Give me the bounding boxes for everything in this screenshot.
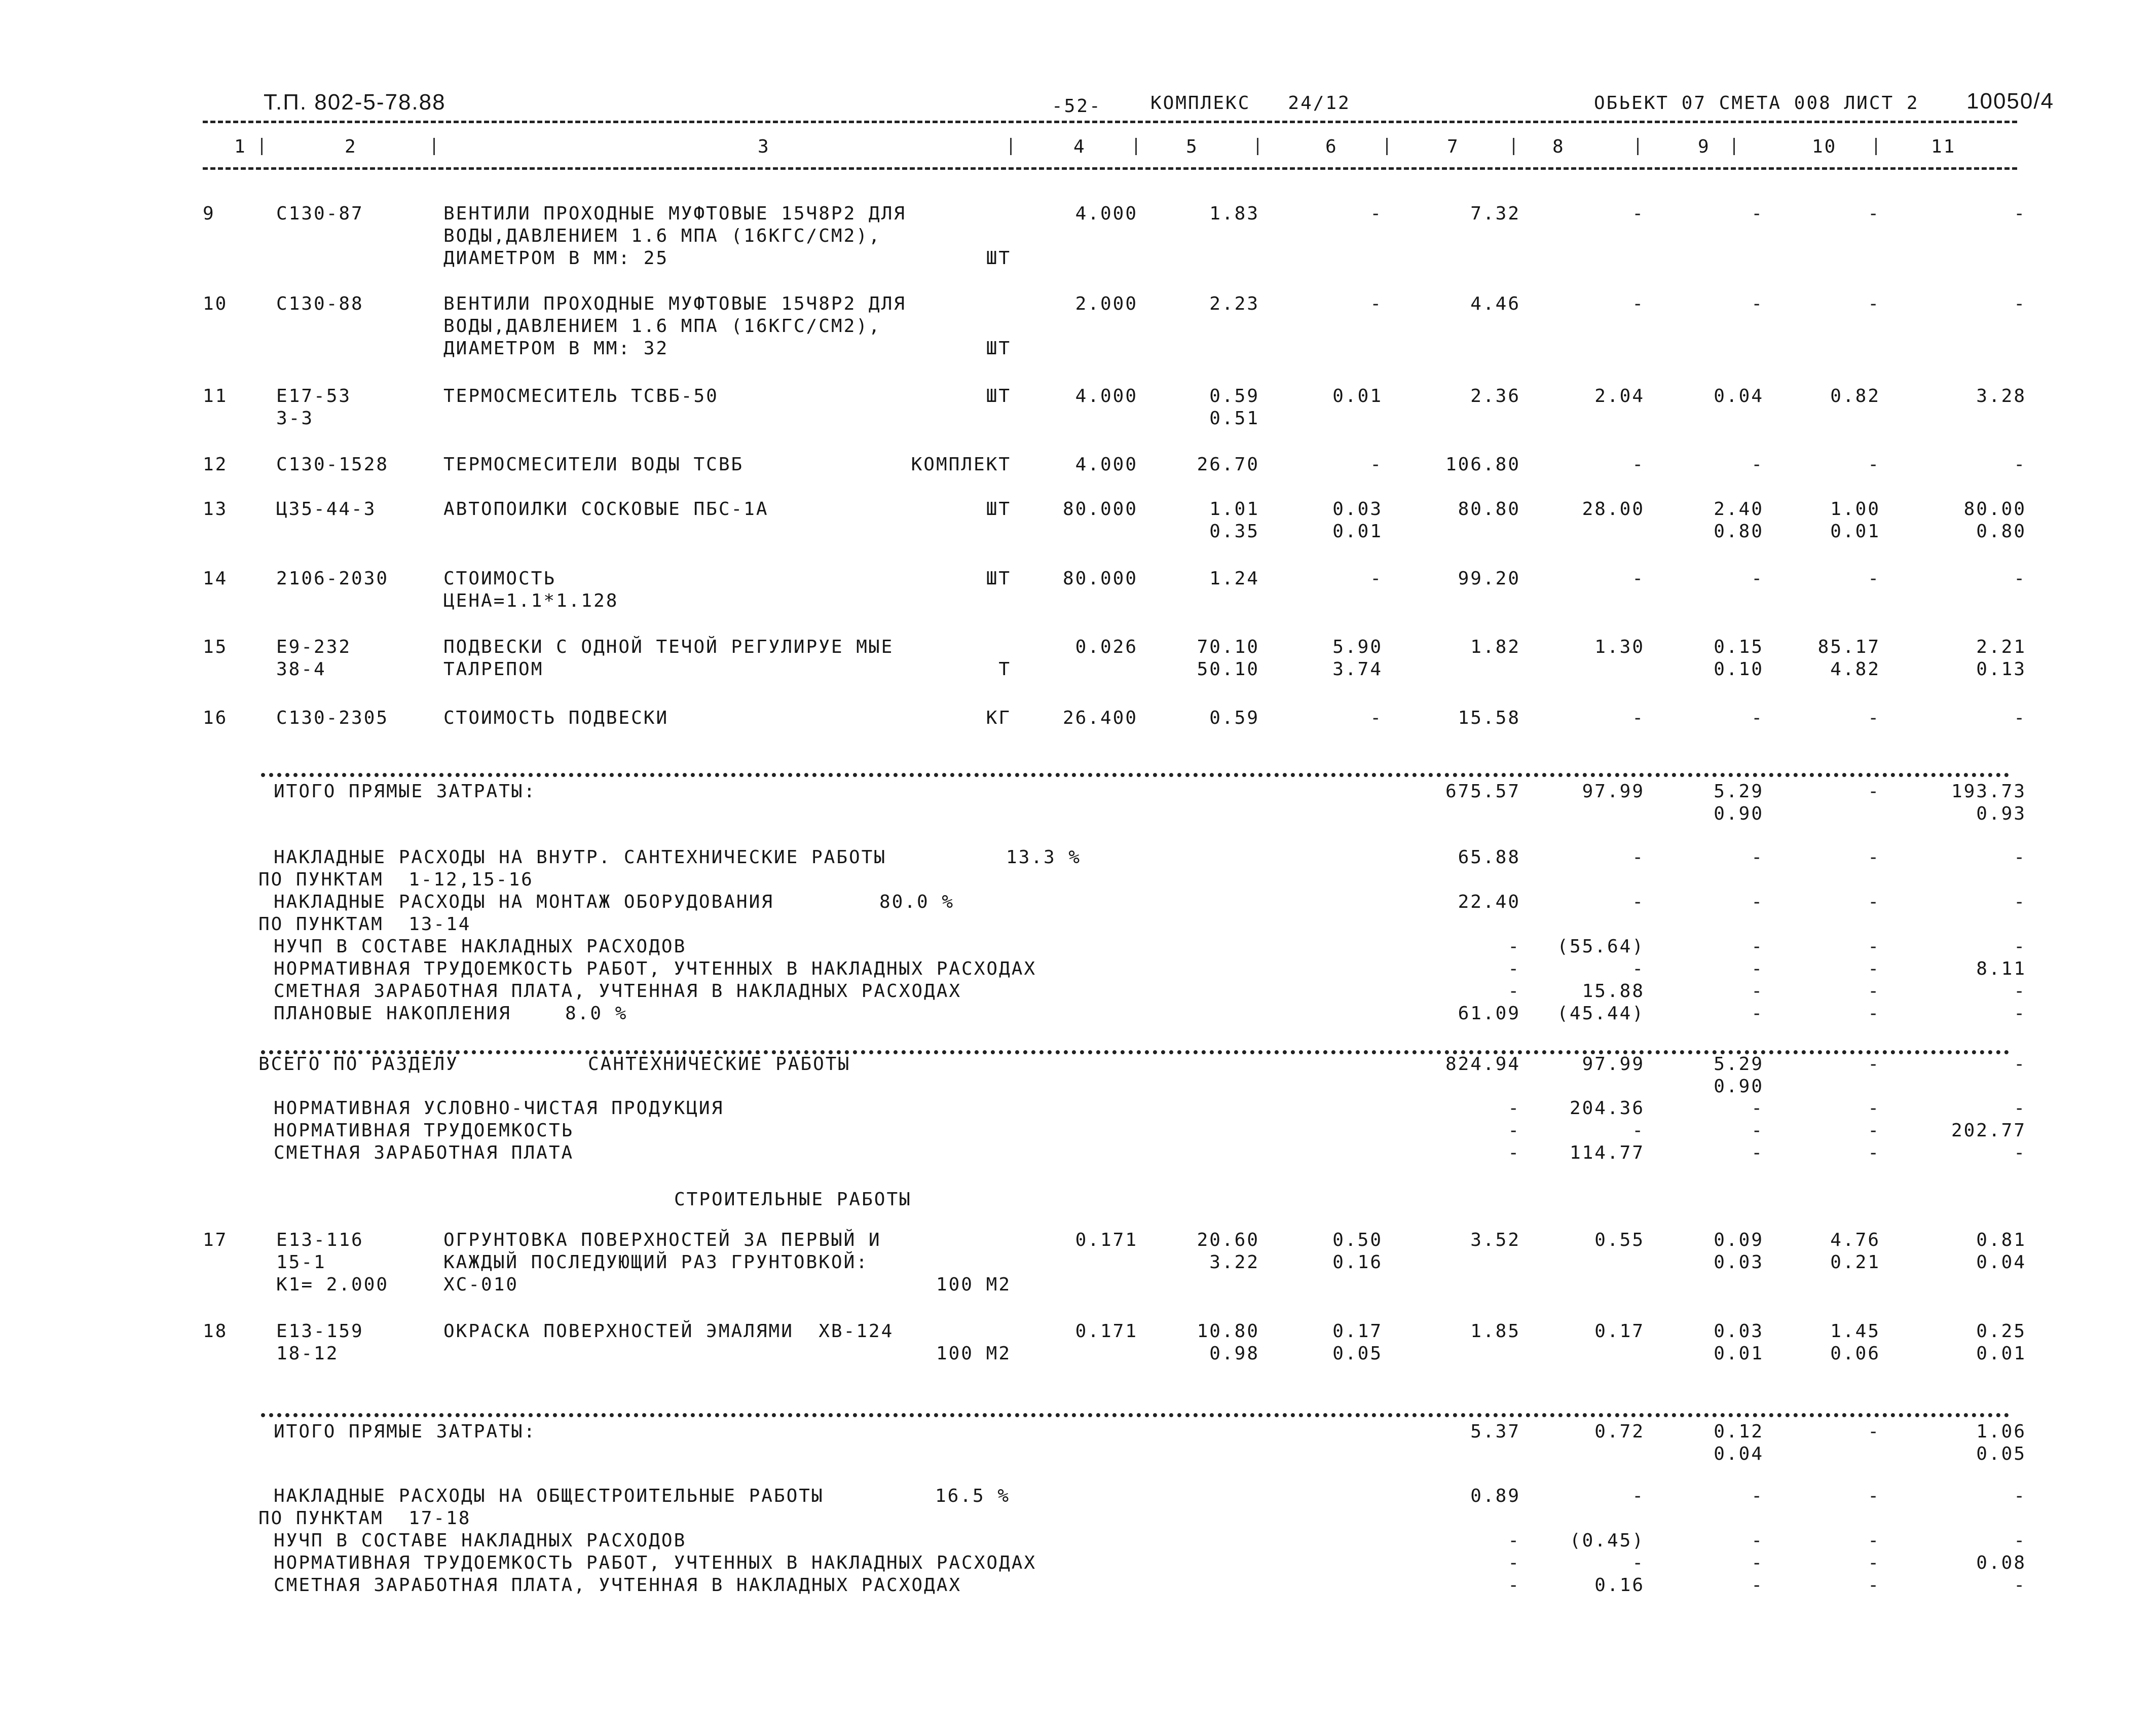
item-description: АВТОПОИЛКИ СОСКОВЫЕ ПБС-1А <box>443 499 769 520</box>
cell-c7: - <box>1508 958 1520 979</box>
quantity: 80.000 <box>1062 568 1138 589</box>
cell-c10: - <box>1868 1054 1880 1075</box>
cell-c11: 0.13 <box>1976 659 2026 680</box>
cell-c11: 2.21 <box>1976 637 2026 657</box>
price-code: 3-3 <box>276 408 314 429</box>
item-description: ВЕНТИЛИ ПРОХОДНЫЕ МУФТОВЫЕ 15Ч8Р2 ДЛЯ <box>443 203 906 224</box>
item-description: ТАЛРЕПОМ <box>443 659 544 680</box>
cell-c9: - <box>1751 981 1764 1002</box>
cell-c11: 202.77 <box>1951 1120 2026 1141</box>
cell-c11: 0.05 <box>1976 1444 2026 1464</box>
cell-c9: - <box>1751 847 1764 868</box>
cell-c9: 0.01 <box>1714 1343 1764 1364</box>
cell-c8: - <box>1632 1553 1645 1573</box>
cell-c11: - <box>2014 936 2026 957</box>
cell-c7: - <box>1508 1098 1520 1119</box>
item-number: 13 <box>203 499 228 520</box>
cell-c8: 0.55 <box>1594 1230 1645 1250</box>
cell-c11: - <box>2014 708 2026 728</box>
cell-c9: 5.29 <box>1714 1054 1764 1075</box>
cell-c11: 0.08 <box>1976 1553 2026 1573</box>
cell-c9: 0.09 <box>1714 1230 1764 1250</box>
cell-c10: - <box>1868 1142 1880 1163</box>
overhead-points: ПО ПУНКТАМ 17-18 <box>258 1508 471 1529</box>
cell-c7: - <box>1508 1530 1520 1551</box>
cell-c5: 50.10 <box>1197 659 1259 680</box>
item-description: ЦЕНА=1.1*1.128 <box>443 590 619 611</box>
cell-c11: 3.28 <box>1976 386 2026 407</box>
price-code: С130-2305 <box>276 708 389 728</box>
column-separator <box>1513 138 1514 155</box>
price-code: 15-1 <box>276 1252 326 1273</box>
cell-c9: - <box>1751 1003 1764 1024</box>
cell-c11: 0.04 <box>1976 1252 2026 1273</box>
dotted-separator <box>261 1050 2010 1054</box>
cell-c10: - <box>1868 568 1880 589</box>
item-number: 16 <box>203 708 228 728</box>
column-header: 3 <box>758 136 770 157</box>
item-number: 11 <box>203 386 228 407</box>
item-number: 10 <box>203 293 228 314</box>
section-title: СТРОИТЕЛЬНЫЕ РАБОТЫ <box>674 1189 912 1210</box>
price-code: Е13-116 <box>276 1230 364 1250</box>
item-description: СТОИМОСТЬ <box>443 568 556 589</box>
cell-c11: - <box>2014 1142 2026 1163</box>
cell-c9: 0.12 <box>1714 1421 1764 1442</box>
cell-c8: - <box>1632 958 1645 979</box>
item-description: ТЕРМОСМЕСИТЕЛИ ВОДЫ ТСВБ <box>443 454 744 475</box>
cell-c10: - <box>1868 203 1880 224</box>
cell-c7: 0.89 <box>1470 1486 1520 1506</box>
dotted-separator <box>261 1413 2010 1417</box>
column-header: 5 <box>1186 136 1199 157</box>
cell-c9: 0.90 <box>1714 803 1764 824</box>
cell-c11: - <box>2014 1003 2026 1024</box>
quantity: 0.171 <box>1075 1230 1138 1250</box>
cell-c10: - <box>1868 708 1880 728</box>
cell-c7: 5.37 <box>1470 1421 1520 1442</box>
cell-c11: 0.25 <box>1976 1321 2026 1342</box>
quantity: 80.000 <box>1062 499 1138 520</box>
overhead-percent: 80.0 % <box>879 892 955 912</box>
column-header: 4 <box>1073 136 1086 157</box>
cell-c7: 22.40 <box>1458 892 1520 912</box>
cell-c10: - <box>1868 1421 1880 1442</box>
column-separator <box>1135 138 1137 155</box>
item-description: ВЕНТИЛИ ПРОХОДНЫЕ МУФТОВЫЕ 15Ч8Р2 ДЛЯ <box>443 293 906 314</box>
overhead-label: НАКЛАДНЫЕ РАСХОДЫ НА ОБЩЕСТРОИТЕЛЬНЫЕ РАБОТЫ <box>274 1486 824 1506</box>
cell-c8: - <box>1632 847 1645 868</box>
object-info: ОБЬЕКТ 07 СМЕТА 008 ЛИСТ 2 <box>1594 93 1919 114</box>
unit-of-measure: Т <box>998 659 1011 680</box>
overhead-points: ПО ПУНКТАМ 1-12,15-16 <box>258 869 534 890</box>
cell-c11: - <box>2014 892 2026 912</box>
column-separator <box>1386 138 1388 155</box>
cell-c11: 1.06 <box>1976 1421 2026 1442</box>
cell-c11: - <box>2014 203 2026 224</box>
unit-of-measure: 100 М2 <box>936 1343 1011 1364</box>
cell-c7: 99.20 <box>1458 568 1520 589</box>
cell-c7: 2.36 <box>1470 386 1520 407</box>
unit-of-measure: 100 М2 <box>936 1274 1011 1295</box>
cell-c11: - <box>2014 454 2026 475</box>
cell-c8: (55.64) <box>1557 936 1645 957</box>
cell-c7: - <box>1508 936 1520 957</box>
cell-c8: - <box>1632 1120 1645 1141</box>
cell-c7: 675.57 <box>1445 781 1520 802</box>
column-separator <box>1637 138 1639 155</box>
nuchp-label: НУЧП В СОСТАВЕ НАКЛАДНЫХ РАСХОДОВ <box>274 936 687 957</box>
cell-c11: 0.01 <box>1976 1343 2026 1364</box>
cell-c7: 61.09 <box>1458 1003 1520 1024</box>
estimated-wage-label: СМЕТНАЯ ЗАРАБОТНАЯ ПЛАТА <box>274 1142 574 1163</box>
quantity: 0.171 <box>1075 1321 1138 1342</box>
cell-c7: - <box>1508 1553 1520 1573</box>
norm-labor-label: НОРМАТИВНАЯ ТРУДОЕМКОСТЬ <box>274 1120 574 1141</box>
wage-label: СМЕТНАЯ ЗАРАБОТНАЯ ПЛАТА, УЧТЕННАЯ В НАКЛАДНЫХ РАСХОДАХ <box>274 981 962 1002</box>
column-header: 1 <box>234 136 247 157</box>
cell-c10: - <box>1868 981 1880 1002</box>
overhead-points: ПО ПУНКТАМ 13-14 <box>258 914 471 935</box>
cell-c7: 1.85 <box>1470 1321 1520 1342</box>
price-code: Ц35-44-3 <box>276 499 377 520</box>
cell-c8: - <box>1632 708 1645 728</box>
price-code: К1= 2.000 <box>276 1274 389 1295</box>
cell-c10: 1.45 <box>1830 1321 1880 1342</box>
cell-c11: 0.80 <box>1976 521 2026 542</box>
cell-c7: 15.58 <box>1458 708 1520 728</box>
cell-c11: 193.73 <box>1951 781 2026 802</box>
cell-c6: - <box>1370 454 1383 475</box>
price-code: 38-4 <box>276 659 326 680</box>
cell-c10: - <box>1868 1098 1880 1119</box>
section-total-name: САНТЕХНИЧЕСКИЕ РАБОТЫ <box>588 1054 851 1075</box>
cell-c10: - <box>1868 1553 1880 1573</box>
cell-c8: (0.45) <box>1569 1530 1645 1551</box>
cell-c9: - <box>1751 1553 1764 1573</box>
item-number: 17 <box>203 1230 228 1250</box>
cell-c9: - <box>1751 293 1764 314</box>
unit-of-measure: ШТ <box>986 386 1011 407</box>
cell-c8: 114.77 <box>1569 1142 1645 1163</box>
cell-c9: - <box>1751 1142 1764 1163</box>
column-header: 9 <box>1698 136 1711 157</box>
cell-c5: 1.83 <box>1209 203 1259 224</box>
cell-c10: - <box>1868 958 1880 979</box>
item-number: 18 <box>203 1321 228 1342</box>
column-separator <box>261 138 263 155</box>
cell-c9: 0.03 <box>1714 1252 1764 1273</box>
cell-c8: - <box>1632 203 1645 224</box>
cell-c10: - <box>1868 1575 1880 1596</box>
nuchp-label: НУЧП В СОСТАВЕ НАКЛАДНЫХ РАСХОДОВ <box>274 1530 687 1551</box>
cell-c10: - <box>1868 847 1880 868</box>
cell-c7: 80.80 <box>1458 499 1520 520</box>
cell-c10: 4.82 <box>1830 659 1880 680</box>
item-description: КАЖДЫЙ ПОСЛЕДУЮЩИЙ РАЗ ГРУНТОВКОЙ: <box>443 1252 869 1273</box>
item-description: ВОДЫ,ДАВЛЕНИЕМ 1.6 МПА (16КГС/СМ2), <box>443 226 881 246</box>
cell-c7: 1.82 <box>1470 637 1520 657</box>
quantity: 26.400 <box>1062 708 1138 728</box>
quantity: 2.000 <box>1075 293 1138 314</box>
cell-c9: - <box>1751 1530 1764 1551</box>
cell-c10: - <box>1868 1003 1880 1024</box>
item-description: ПОДВЕСКИ С ОДНОЙ ТЕЧОЙ РЕГУЛИРУЕ МЫЕ <box>443 637 894 657</box>
cell-c9: - <box>1751 958 1764 979</box>
complex-label: КОМПЛЕКС 24/12 <box>1150 93 1351 114</box>
cell-c7: - <box>1508 1120 1520 1141</box>
cell-c11: - <box>2014 847 2026 868</box>
project-code: Т.П. 802-5-78.88 <box>264 90 446 115</box>
cell-c9: - <box>1751 203 1764 224</box>
price-code: Е13-159 <box>276 1321 364 1342</box>
cell-c5: 1.24 <box>1209 568 1259 589</box>
cell-c7: 65.88 <box>1458 847 1520 868</box>
cell-c11: - <box>2014 293 2026 314</box>
cell-c8: - <box>1632 1486 1645 1506</box>
cell-c11: 0.81 <box>1976 1230 2026 1250</box>
cell-c9: 0.10 <box>1714 659 1764 680</box>
overhead-percent: 16.5 % <box>935 1486 1011 1506</box>
cell-c10: 1.00 <box>1830 499 1880 520</box>
cell-c11: 8.11 <box>1976 958 2026 979</box>
cell-c11: 80.00 <box>1963 499 2026 520</box>
price-code: С130-1528 <box>276 454 389 475</box>
total-direct-costs-label: ИТОГО ПРЯМЫЕ ЗАТРАТЫ: <box>274 1421 537 1442</box>
cell-c9: - <box>1751 892 1764 912</box>
cell-c6: 0.05 <box>1332 1343 1383 1364</box>
item-description: ВОДЫ,ДАВЛЕНИЕМ 1.6 МПА (16КГС/СМ2), <box>443 316 881 337</box>
cell-c7: 4.46 <box>1470 293 1520 314</box>
quantity: 0.026 <box>1075 637 1138 657</box>
cell-c5: 0.59 <box>1209 708 1259 728</box>
price-code: Е17-53 <box>276 386 352 407</box>
cell-c6: 0.17 <box>1332 1321 1383 1342</box>
cell-c9: 0.04 <box>1714 386 1764 407</box>
unit-of-measure: ШТ <box>986 338 1011 359</box>
item-number: 15 <box>203 637 228 657</box>
item-number: 14 <box>203 568 228 589</box>
item-description: ТЕРМОСМЕСИТЕЛЬ ТСВБ-50 <box>443 386 719 407</box>
header-rule-bottom <box>203 167 2017 170</box>
cell-c8: 0.17 <box>1594 1321 1645 1342</box>
cell-c8: - <box>1632 293 1645 314</box>
cell-c7: - <box>1508 981 1520 1002</box>
cell-c7: 106.80 <box>1445 454 1520 475</box>
column-separator <box>1875 138 1877 155</box>
item-description: ОГРУНТОВКА ПОВЕРХНОСТЕЙ ЗА ПЕРВЫЙ И <box>443 1230 881 1250</box>
dotted-separator <box>261 773 2010 777</box>
column-separator <box>1010 138 1012 155</box>
cell-c6: - <box>1370 708 1383 728</box>
cell-c8: 0.72 <box>1594 1421 1645 1442</box>
cell-c7: 824.94 <box>1445 1054 1520 1075</box>
cell-c9: 0.04 <box>1714 1444 1764 1464</box>
price-code: 18-12 <box>276 1343 339 1364</box>
column-separator <box>1733 138 1735 155</box>
price-code: Е9-232 <box>276 637 352 657</box>
cell-c6: 3.74 <box>1332 659 1383 680</box>
column-header: 6 <box>1325 136 1338 157</box>
cell-c9: 0.80 <box>1714 521 1764 542</box>
cell-c6: - <box>1370 203 1383 224</box>
column-separator <box>433 138 435 155</box>
cell-c5: 0.98 <box>1209 1343 1259 1364</box>
column-header: 7 <box>1447 136 1460 157</box>
cell-c6: 5.90 <box>1332 637 1383 657</box>
cell-c5: 0.59 <box>1209 386 1259 407</box>
planned-savings-percent: 8.0 % <box>565 1003 628 1024</box>
cell-c7: - <box>1508 1575 1520 1596</box>
overhead-label: НАКЛАДНЫЕ РАСХОДЫ НА МОНТАЖ ОБОРУДОВАНИЯ <box>274 892 774 912</box>
unit-of-measure: ШТ <box>986 499 1011 520</box>
cell-c9: - <box>1751 1120 1764 1141</box>
cell-c10: - <box>1868 1120 1880 1141</box>
cell-c8: 28.00 <box>1582 499 1645 520</box>
item-number: 9 <box>203 203 215 224</box>
labor-label: НОРМАТИВНАЯ ТРУДОЕМКОСТЬ РАБОТ, УЧТЕННЫХ В НАКЛАДНЫХ РАСХОДАХ <box>274 958 1037 979</box>
cell-c8: 2.04 <box>1594 386 1645 407</box>
cell-c10: 0.01 <box>1830 521 1880 542</box>
cell-c9: - <box>1751 1575 1764 1596</box>
quantity: 4.000 <box>1075 454 1138 475</box>
unit-of-measure: КОМПЛЕКТ <box>911 454 1011 475</box>
cell-c5: 20.60 <box>1197 1230 1259 1250</box>
cell-c9: 0.15 <box>1714 637 1764 657</box>
cell-c6: - <box>1370 293 1383 314</box>
quantity: 4.000 <box>1075 203 1138 224</box>
cell-c9: 0.03 <box>1714 1321 1764 1342</box>
planned-savings-label: ПЛАНОВЫЕ НАКОПЛЕНИЯ <box>274 1003 511 1024</box>
cell-c8: - <box>1632 568 1645 589</box>
section-total-label: ВСЕГО ПО РАЗДЕЛУ <box>258 1054 459 1075</box>
cell-c10: - <box>1868 1530 1880 1551</box>
item-description: ОКРАСКА ПОВЕРХНОСТЕЙ ЭМАЛЯМИ ХВ-124 <box>443 1321 894 1342</box>
item-description: ХС-010 <box>443 1274 519 1295</box>
page-number: -52- <box>1052 96 1102 117</box>
cell-c8: 97.99 <box>1582 781 1645 802</box>
price-code: С130-87 <box>276 203 364 224</box>
cell-c10: - <box>1868 892 1880 912</box>
item-number: 12 <box>203 454 228 475</box>
item-description: СТОИМОСТЬ ПОДВЕСКИ <box>443 708 669 728</box>
cell-c7: 3.52 <box>1470 1230 1520 1250</box>
cell-c9: - <box>1751 708 1764 728</box>
column-separator <box>1257 138 1258 155</box>
wage-label: СМЕТНАЯ ЗАРАБОТНАЯ ПЛАТА, УЧТЕННАЯ В НАКЛАДНЫХ РАСХОДАХ <box>274 1575 962 1596</box>
cell-c5: 2.23 <box>1209 293 1259 314</box>
cell-c8: 97.99 <box>1582 1054 1645 1075</box>
cell-c10: - <box>1868 936 1880 957</box>
cell-c9: - <box>1751 454 1764 475</box>
cell-c11: - <box>2014 1530 2026 1551</box>
unit-of-measure: ШТ <box>986 248 1011 269</box>
cell-c5: 10.80 <box>1197 1321 1259 1342</box>
cell-c11: - <box>2014 1098 2026 1119</box>
cell-c5: 70.10 <box>1197 637 1259 657</box>
cell-c8: 1.30 <box>1594 637 1645 657</box>
overhead-label: НАКЛАДНЫЕ РАСХОДЫ НА ВНУТР. САНТЕХНИЧЕСКИЕ РАБОТЫ <box>274 847 887 868</box>
cell-c10: - <box>1868 454 1880 475</box>
cell-c10: 0.21 <box>1830 1252 1880 1273</box>
cell-c8: - <box>1632 892 1645 912</box>
cell-c11: - <box>2014 1575 2026 1596</box>
net-product-label: НОРМАТИВНАЯ УСЛОВНО-ЧИСТАЯ ПРОДУКЦИЯ <box>274 1098 724 1119</box>
column-header: 8 <box>1552 136 1565 157</box>
cell-c5: 0.51 <box>1209 408 1259 429</box>
cell-c5: 26.70 <box>1197 454 1259 475</box>
quantity: 4.000 <box>1075 386 1138 407</box>
cell-c8: (45.44) <box>1557 1003 1645 1024</box>
total-direct-costs-label: ИТОГО ПРЯМЫЕ ЗАТРАТЫ: <box>274 781 537 802</box>
cell-c8: 15.88 <box>1582 981 1645 1002</box>
cell-c7: 7.32 <box>1470 203 1520 224</box>
unit-of-measure: ШТ <box>986 568 1011 589</box>
cell-c11: - <box>2014 568 2026 589</box>
cell-c10: - <box>1868 293 1880 314</box>
cell-c11: - <box>2014 1486 2026 1506</box>
cell-c6: 0.01 <box>1332 386 1383 407</box>
cell-c9: - <box>1751 568 1764 589</box>
cell-c10: 0.06 <box>1830 1343 1880 1364</box>
cell-c11: 0.93 <box>1976 803 2026 824</box>
cell-c8: 204.36 <box>1569 1098 1645 1119</box>
cell-c6: 0.50 <box>1332 1230 1383 1250</box>
cell-c11: - <box>2014 981 2026 1002</box>
cell-c11: - <box>2014 1054 2026 1075</box>
overhead-percent: 13.3 % <box>1006 847 1082 868</box>
cell-c9: - <box>1751 936 1764 957</box>
labor-label: НОРМАТИВНАЯ ТРУДОЕМКОСТЬ РАБОТ, УЧТЕННЫХ В НАКЛАДНЫХ РАСХОДАХ <box>274 1553 1037 1573</box>
cell-c8: - <box>1632 454 1645 475</box>
cell-c5: 3.22 <box>1209 1252 1259 1273</box>
cell-c10: - <box>1868 1486 1880 1506</box>
cell-c9: - <box>1751 1486 1764 1506</box>
cell-c8: 0.16 <box>1594 1575 1645 1596</box>
cell-c5: 0.35 <box>1209 521 1259 542</box>
cell-c5: 1.01 <box>1209 499 1259 520</box>
cell-c10: 4.76 <box>1830 1230 1880 1250</box>
cell-c10: - <box>1868 781 1880 802</box>
unit-of-measure: КГ <box>986 708 1011 728</box>
item-description: ДИАМЕТРОМ В ММ: 25 <box>443 248 669 269</box>
price-code: С130-88 <box>276 293 364 314</box>
cell-c9: 5.29 <box>1714 781 1764 802</box>
cell-c9: 2.40 <box>1714 499 1764 520</box>
cell-c9: 0.90 <box>1714 1076 1764 1097</box>
cell-c6: 0.16 <box>1332 1252 1383 1273</box>
cell-c7: - <box>1508 1142 1520 1163</box>
column-header: 2 <box>345 136 357 157</box>
cell-c10: 0.82 <box>1830 386 1880 407</box>
sheet-ref: 10050/4 <box>1966 89 2055 114</box>
item-description: ДИАМЕТРОМ В ММ: 32 <box>443 338 669 359</box>
cell-c9: - <box>1751 1098 1764 1119</box>
price-code: 2106-2030 <box>276 568 389 589</box>
cell-c10: 85.17 <box>1817 637 1880 657</box>
cell-c6: 0.03 <box>1332 499 1383 520</box>
header-rule-top <box>203 121 2017 123</box>
cell-c6: 0.01 <box>1332 521 1383 542</box>
cell-c6: - <box>1370 568 1383 589</box>
column-header: 11 <box>1931 136 1956 157</box>
column-header: 10 <box>1812 136 1837 157</box>
